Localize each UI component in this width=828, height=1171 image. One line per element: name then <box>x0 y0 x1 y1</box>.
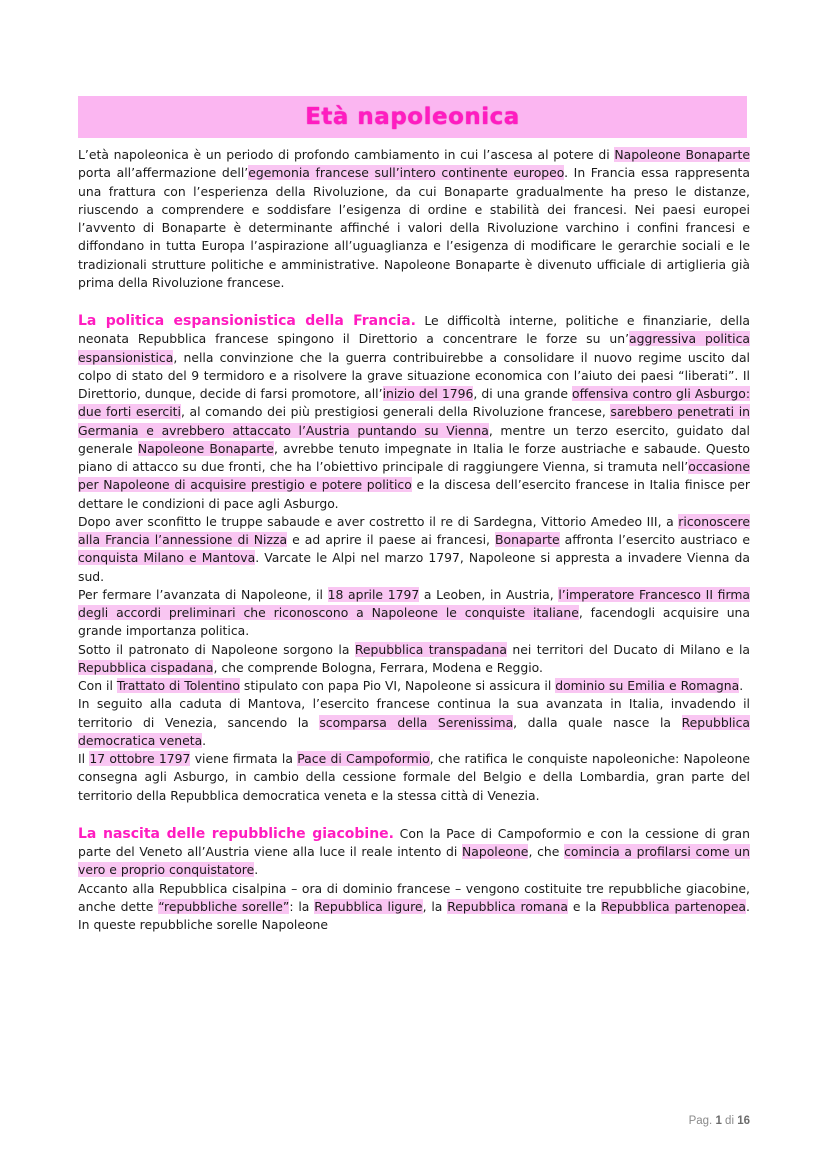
text-run: affronta l’esercito austriaco e <box>559 532 750 547</box>
text-run: L’età napoleonica è un periodo di profondo cambiamento in cui l’ascesa al potere di <box>78 147 615 162</box>
text-run: e la discesa dell’esercito francese in Italia finisce per dettare le condizioni di pace agli Asburgo. <box>78 477 750 511</box>
text-run: , nella convinzione che la guerra contribuirebbe a consolidare il nuovo regime uscito dal colpo di stato del 9 termidoro e a risolvere la grave situazione economica con l’aiuto dei paesi “liberati”. Il Direttorio, dunque, decide di farsi promotore, all’ <box>78 349 750 401</box>
text-run: Il <box>78 751 90 766</box>
highlight: occasione per Napoleone di acquisire prestigio e potere politico <box>78 459 750 493</box>
text-run: , che ratifica le conquiste napoleoniche: Napoleone consegna agli Asburgo, in cambio della cessione formale del Belgio e della Lombardia, gran parte del territorio della Repubblica democratica veneta e la stessa città di Venezia. <box>78 751 750 803</box>
highlight: Bonaparte <box>495 532 560 547</box>
highlight: dominio su Emilia e Romagna <box>555 678 740 693</box>
intro-paragraph <box>78 146 750 292</box>
section1-paragraph-4 <box>78 641 750 678</box>
text-run: . <box>254 862 259 878</box>
text-run: e ad aprire il paese ai francesi, <box>287 532 496 547</box>
section1-paragraph-2 <box>78 513 750 586</box>
page-prefix: Pag. <box>688 1115 716 1127</box>
highlight: aggressiva politica espansionistica <box>78 331 750 365</box>
text-run: porta all’affermazione dell’ <box>78 165 249 181</box>
highlight: Napoleone Bonaparte <box>137 440 274 456</box>
section-heading-repubbliche: La nascita delle repubbliche giacobine. <box>78 825 394 842</box>
section1-paragraph-3 <box>78 586 750 641</box>
highlight: riconoscere alla Francia l’annessione di Nizza <box>78 513 750 547</box>
text-run: Accanto alla Repubblica cisalpina – ora di dominio francese – vengono costituite tre repubbliche giacobine, anche dette <box>78 880 750 914</box>
text-run: , dalla quale nasce la <box>513 714 682 730</box>
text-run: , facendogli acquisire una grande importanza politica. <box>78 605 750 639</box>
text-run: , avrebbe tenuto impegnate in Italia le forze austriache e sabaude. Questo piano di attacco su due fronti, che ha l’obiettivo principale di raggiungere Vienna, si tramuta nell’ <box>78 440 751 474</box>
highlight: 18 aprile 1797 <box>327 586 420 602</box>
highlight: Napoleone <box>462 844 529 859</box>
section1-paragraph-1 <box>78 312 750 513</box>
section1-paragraph-7 <box>78 750 750 805</box>
highlight: Repubblica partenopea <box>601 898 747 914</box>
text-run: , di una grande <box>473 386 573 401</box>
text-run: , che <box>528 844 565 859</box>
highlight: “repubbliche sorelle” <box>158 898 290 914</box>
current-page: 1 <box>715 1115 722 1127</box>
text-run: : la <box>289 898 315 914</box>
section2-paragraph-1 <box>78 825 750 880</box>
text-run: Con la Pace di Campoformio e con la cessione di gran parte del Veneto all’Austria viene alla luce il reale intento di <box>78 825 750 859</box>
highlight: conquista Milano e Mantova <box>78 550 256 566</box>
document-body <box>78 146 750 934</box>
page-number <box>689 1115 750 1127</box>
text-run: . <box>739 678 744 693</box>
text-run: viene firmata la <box>190 751 298 766</box>
text-run: Dopo aver sconfitto le truppe sabaude e aver costretto il re di Sardegna, Vittorio Amedeo III, a <box>78 513 679 529</box>
section2-paragraph-2 <box>78 880 750 935</box>
highlight: Repubblica cispadana <box>78 659 214 675</box>
text-run: , che comprende Bologna, Ferrara, Modena e Reggio. <box>213 659 543 675</box>
highlight: l’imperatore Francesco II firma degli accordi preliminari che riconoscono a Napoleone le conquiste italiane <box>78 586 750 620</box>
page-separator: di <box>721 1115 738 1127</box>
highlight: sarebbero penetrati in Germania e avrebbero attaccato l’Austria puntando su Vienna <box>78 404 750 438</box>
highlight: scomparsa della Serenissima <box>319 714 514 730</box>
highlight: Trattato di Tolentino <box>116 678 240 693</box>
highlight: comincia a profilarsi come un vero e proprio conquistatore <box>78 844 750 878</box>
section-heading-politica: La politica espansionistica della Francia. <box>78 313 416 329</box>
text-run: , mentre un terzo esercito, guidato dal generale <box>78 422 750 456</box>
text-run: Per fermare l’avanzata di Napoleone, il <box>78 586 328 602</box>
text-run: Sotto il patronato di Napoleone sorgono la <box>78 641 355 657</box>
section1-paragraph-5 <box>78 677 750 695</box>
text-run: e la <box>568 898 602 914</box>
text-run: . <box>202 732 207 748</box>
text-run: Con il <box>78 678 117 693</box>
highlight: Napoleone Bonaparte <box>614 147 751 162</box>
text-run: , al comando dei più prestigiosi generali della Rivoluzione francese, <box>180 404 611 420</box>
highlight: Pace di Campoformio <box>297 751 430 766</box>
highlight: Repubblica ligure <box>314 898 423 914</box>
section1-paragraph-6 <box>78 695 750 750</box>
text-run: . Varcate le Alpi nel marzo 1797, Napoleone si appresta a invadere Vienna da sud. <box>78 550 750 584</box>
highlight: Repubblica romana <box>447 898 569 914</box>
page-title: Età napoleonica <box>305 104 520 130</box>
highlight: 17 ottobre 1797 <box>89 751 191 766</box>
highlight: Repubblica transpadana <box>354 641 507 657</box>
text-run: . In queste repubbliche sorelle Napoleone <box>78 898 750 932</box>
title-banner <box>78 96 747 138</box>
highlight: egemonia francese sull’intero continente europeo <box>248 165 565 181</box>
text-run: . In Francia essa rappresenta una frattura con l’esperienza della Rivoluzione, da cui Bonaparte gradualmente ha preso le distanze, riuscendo a comprendere e soddisfare l’esigenza di ordine e stabilità dei francesi. Nei paesi europei l’avvento di Bonaparte è determinante affinché i valori della Rivoluzione varchino i confini francesi e diffondano in tutta Europa l’aspirazione all’uguaglianza e l’esigenza di modificare le gerarchie sociali e le tradizionali strutture politiche e amministrative. Napoleone Bonaparte è divenuto ufficiale di artiglieria già prima della Rivoluzione francese. <box>78 165 750 290</box>
text-run: In seguito alla caduta di Mantova, l’esercito francese continua la sua avanzata in Italia, invadendo il territorio di Venezia, sancendo la <box>78 696 750 730</box>
text-run: nei territori del Ducato di Milano e la <box>506 641 750 657</box>
total-pages: 16 <box>737 1115 750 1127</box>
text-run: stipulato con papa Pio VI, Napoleone si assicura il <box>239 678 556 693</box>
highlight: offensiva contro gli Asburgo: due forti eserciti <box>78 386 750 420</box>
text-run: a Leoben, in Austria, <box>419 586 559 602</box>
highlight: Repubblica democratica veneta <box>78 714 751 748</box>
text-run: Le difficoltà interne, politiche e finanziarie, della neonata Repubblica francese spingono il Direttorio a concentrare le forze su un’ <box>78 313 750 347</box>
highlight: inizio del 1796 <box>382 386 474 401</box>
text-run: , la <box>422 898 448 914</box>
